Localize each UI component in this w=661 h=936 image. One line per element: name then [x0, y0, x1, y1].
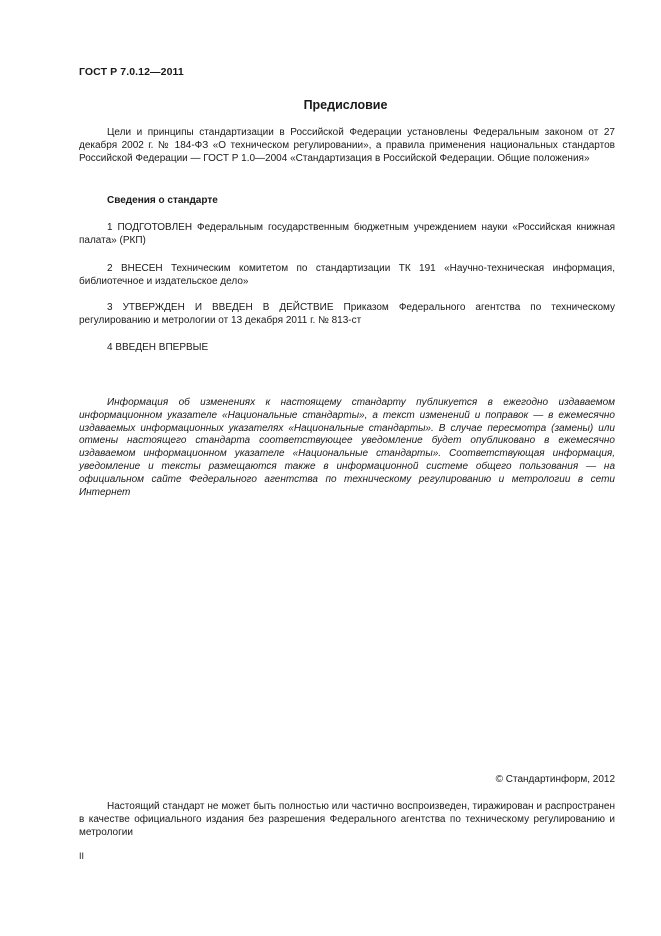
list-item-3: 3 УТВЕРЖДЕН И ВВЕДЕН В ДЕЙСТВИЕ Приказом Федерального агентства по техническому регулированию и метрологии от 13 декабря 2011 г. № 813-ст [79, 302, 615, 326]
list-item-4: 4 ВВЕДЕН ВПЕРВЫЕ [107, 342, 209, 353]
document-code: ГОСТ Р 7.0.12—2011 [79, 66, 184, 78]
section-heading: Сведения о стандарте [107, 195, 218, 206]
intro-paragraph: Цели и принципы стандартизации в Российской Федерации установлены Федеральным законом от 27 декабря 2002 г. № 184-ФЗ «О техническом регулировании», а правила применения национальных стандартов Российской Федерации — ГОСТ Р 1.0—2004 «Стандартизация в Российской Федерации. Общие положения» [79, 127, 615, 164]
page-title: Предисловие [303, 98, 388, 112]
copyright: © Стандартинформ, 2012 [495, 774, 615, 785]
list-item-2: 2 ВНЕСЕН Техническим комитетом по стандартизации ТК 191 «Научно-техническая информация, библиотечное и издательское дело» [79, 263, 615, 287]
page-number: II [79, 851, 85, 861]
info-notice: Информация об изменениях к настоящему стандарту публикуется в ежегодно издаваемом информационном указателе «Национальные стандарты», а текст изменений и поправок — в ежемесячно издаваемых информационных указателях «Национальные стандарты». В случае пересмотра (замены) или отмены настоящего стандарта соответствующее уведомление будет опубликовано в ежемесячно издаваемом информационном указателе «Национальные стандарты». Соответствующая информация, уведомление и тексты размещаются также в информационной системе общего пользования — на официальном сайте Федерального агентства по техническому регулированию и метрологии в сети Интернет [79, 397, 615, 498]
reproduction-notice: Настоящий стандарт не может быть полностью или частично воспроизведен, тиражирован и распространен в качестве официального издания без разрешения Федерального агентства по техническому регулированию и метрологии [79, 801, 615, 838]
list-item-1: 1 ПОДГОТОВЛЕН Федеральным государственным бюджетным учреждением науки «Российская книжная палата» (РКП) [79, 222, 615, 246]
